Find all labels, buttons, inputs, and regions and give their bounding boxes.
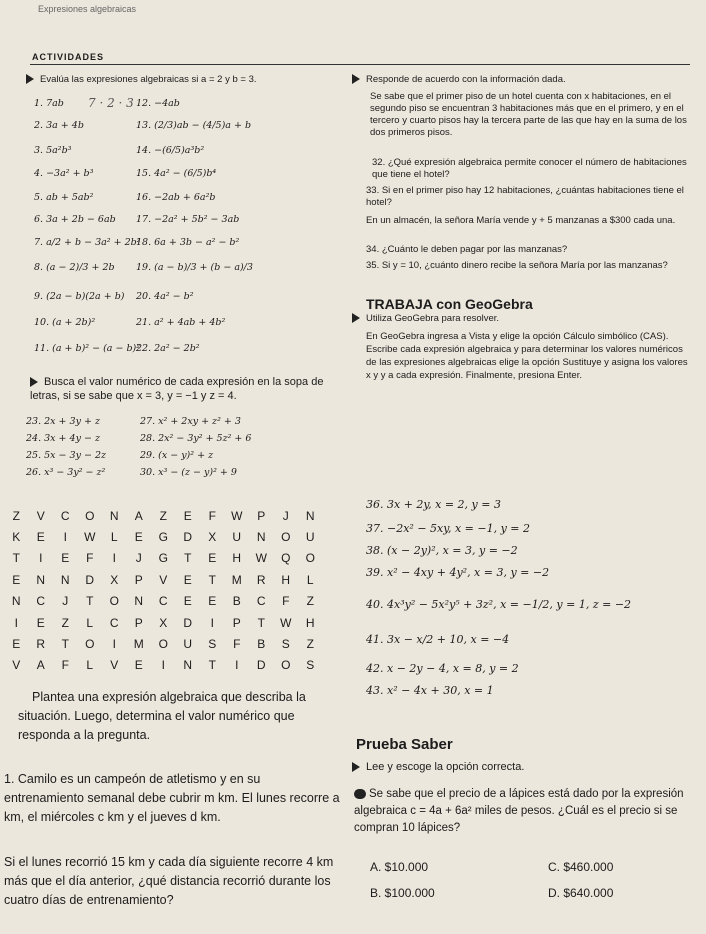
evaluate-instruction	[26, 74, 326, 86]
word-search-instruction-text: Busca el valor numérico de cada expresión en la sopa de letras, si se sabe que x = 3, y = −1 y z = 4.	[30, 376, 324, 402]
grid-letter: V	[159, 572, 168, 587]
grid-letter: P	[232, 615, 241, 630]
exercise-item: 6. 3a + 2b − 6ab	[34, 214, 116, 225]
grid-letter: N	[183, 658, 193, 673]
grid-letter: I	[63, 530, 67, 545]
grid-letter: G	[158, 530, 168, 545]
grid-row	[4, 505, 323, 526]
hotel-text: Se sabe que el primer piso de un hotel cuenta con x habitaciones, en el segundo piso se encuentran 3 habitaciones más que en el primero, y en el tercero y cuarto pisos hay la tercera parte de las que hay en la suma de los dos primeros pisos.	[370, 91, 687, 138]
grid-letter: Z	[159, 508, 167, 523]
grid-letter: U	[305, 530, 315, 545]
grid-letter: A	[134, 508, 143, 523]
grid-letter: O	[305, 551, 315, 566]
exercise-item: 30. x³ − (z − y)² + 9	[140, 467, 237, 478]
grid-letter: P	[134, 572, 143, 587]
section-label: ACTIVIDADES	[32, 52, 105, 62]
exercise-item: 29. (x − y)² + z	[140, 450, 214, 461]
prueba-saber-sub	[352, 760, 692, 774]
prueba-saber-title: Prueba Saber	[356, 736, 453, 753]
grid-letter: L	[110, 530, 118, 545]
exercise-item: 38. (x − 2y)², x = 3, y = −2	[366, 544, 518, 557]
grid-letter: B	[232, 594, 241, 609]
exercise-item: 15. 4a² − (6/5)b⁴	[136, 168, 217, 179]
bullet-arrow-icon	[352, 762, 360, 772]
grid-letter: W	[280, 615, 292, 630]
grid-letter: N	[134, 594, 144, 609]
problem-1-question: Si el lunes recorrió 15 km y cada día siguiente recorre 4 km más que el día anterior, ¿qué distancia recorrió durante los cuatro días de entrenamiento?	[4, 855, 334, 907]
grid-letter: O	[85, 637, 95, 652]
bullet-arrow-icon	[352, 74, 360, 84]
exercise-item: 7. a/2 + b − 3a² + 2b²	[34, 237, 141, 248]
bullet-arrow-icon	[352, 313, 360, 323]
option-b[interactable]: B. $100.000	[370, 886, 435, 900]
grid-letter: T	[208, 572, 216, 587]
grid-letter: Z	[12, 508, 20, 523]
grid-letter: L	[86, 658, 94, 673]
exercise-item: 18. 6a + 3b − a² − b²	[136, 237, 240, 248]
exercise-item: 37. −2x² − 5xy, x = −1, y = 2	[366, 522, 531, 535]
grid-letter: E	[134, 530, 143, 545]
grid-letter: E	[36, 615, 45, 630]
grid-letter: P	[134, 615, 143, 630]
grid-letter: D	[183, 530, 193, 545]
grid-letter: E	[183, 572, 192, 587]
exercise-item: 12. −4ab	[136, 98, 180, 109]
word-search-grid	[4, 505, 323, 676]
exercise-item: 2. 3a + 4b	[34, 120, 84, 131]
grid-letter: T	[208, 658, 216, 673]
exercise-item: 10. (a + 2b)²	[34, 317, 96, 328]
exercise-item: 36. 3x + 2y, x = 2, y = 3	[366, 498, 501, 511]
grid-letter: H	[305, 615, 315, 630]
grid-letter: N	[305, 508, 315, 523]
exercise-item: 16. −2ab + 6a²b	[136, 192, 216, 203]
exercise-item: 25. 5x − 3y − 2z	[26, 450, 106, 461]
grid-letter: N	[11, 594, 21, 609]
grid-letter: E	[183, 508, 192, 523]
grid-letter: E	[36, 530, 45, 545]
grid-letter: N	[36, 572, 46, 587]
section-divider	[30, 64, 690, 65]
respond-instruction-text: Responde de acuerdo con la información dada.	[366, 74, 566, 85]
grid-letter: V	[36, 508, 45, 523]
grid-letter: X	[110, 572, 119, 587]
option-d[interactable]: D. $640.000	[548, 886, 614, 900]
exercise-item: 23. 2x + 3y + z	[26, 416, 100, 427]
grid-letter: V	[12, 658, 21, 673]
grid-row	[4, 591, 323, 612]
grid-letter: S	[208, 637, 217, 652]
grid-row	[4, 612, 323, 633]
exercise-item: 8. (a − 2)/3 + 2b	[34, 262, 115, 273]
grid-letter: X	[159, 615, 168, 630]
exercise-item: 9. (2a − b)(2a + b)	[34, 291, 125, 302]
grid-letter: U	[183, 637, 193, 652]
grid-letter: J	[135, 551, 142, 566]
exercise-item: 4. −3a² + b³	[34, 168, 94, 179]
grid-letter: C	[158, 594, 168, 609]
grid-letter: O	[158, 637, 168, 652]
grid-letter: D	[85, 572, 95, 587]
grid-letter: F	[233, 637, 241, 652]
grid-letter: F	[61, 658, 69, 673]
grid-row	[4, 526, 323, 547]
word-search-instruction	[30, 375, 340, 403]
grid-letter: C	[60, 508, 70, 523]
grid-letter: W	[84, 530, 96, 545]
grid-letter: S	[306, 658, 315, 673]
grid-letter: P	[257, 508, 266, 523]
exercise-item: 27. x² + 2xy + z² + 3	[140, 416, 241, 427]
exercise-item: 1. 7ab	[34, 98, 64, 109]
bullet-arrow-icon	[26, 74, 34, 84]
store-text: En un almacén, la señora María vende y + 5 manzanas a $300 cada una.	[366, 215, 676, 226]
grid-letter: D	[183, 615, 193, 630]
grid-letter: E	[61, 551, 70, 566]
grid-letter: U	[232, 530, 242, 545]
respond-instruction	[352, 74, 692, 86]
grid-letter: H	[232, 551, 242, 566]
grid-letter: F	[208, 508, 216, 523]
prueba-question-text: Se sabe que el precio de a lápices está dado por la expresión algebraica c = 4a + 6a² miles de pesos. ¿Cuál es el precio si se compran 10 lápices?	[354, 788, 684, 834]
grid-letter: C	[36, 594, 46, 609]
grid-letter: F	[86, 551, 94, 566]
exercise-item: 11. (a + b)² − (a − b)²	[34, 343, 141, 354]
geogebra-text: En GeoGebra ingresa a Vista y elige la opción Cálculo simbólico (CAS). Escribe cada expresión algebraica y para determinar los valores numéricos de las expresiones algebraicas elige la opción Sustituye y asigna los valores x y y a cada expresión. Finalmente, presiona Enter.	[366, 331, 688, 381]
grid-letter: Z	[306, 637, 314, 652]
grid-letter: Z	[306, 594, 314, 609]
grid-letter: C	[109, 615, 119, 630]
grid-letter: M	[133, 637, 144, 652]
grid-letter: L	[86, 615, 94, 630]
grid-letter: O	[109, 594, 119, 609]
evaluate-instruction-text: Evalúa las expresiones algebraicas si a = 2 y b = 3.	[40, 74, 257, 85]
page-header-title: Expresiones algebraicas	[38, 4, 137, 14]
grid-letter: I	[210, 615, 214, 630]
exercise-item: 13. (2/3)ab − (4/5)a + b	[136, 120, 252, 131]
grid-letter: T	[184, 551, 192, 566]
grid-letter: I	[39, 551, 43, 566]
grid-letter: O	[281, 530, 291, 545]
grid-letter: E	[208, 551, 217, 566]
grid-letter: E	[134, 658, 143, 673]
grid-letter: I	[14, 615, 18, 630]
grid-letter: V	[110, 658, 119, 673]
grid-letter: E	[12, 572, 21, 587]
bullet-arrow-icon	[30, 377, 38, 387]
grid-letter: H	[281, 572, 291, 587]
exercise-item: 5. ab + 5ab²	[34, 192, 94, 203]
grid-letter: I	[161, 658, 165, 673]
grid-letter: T	[12, 551, 20, 566]
prueba-saber-sub-text: Lee y escoge la opción correcta.	[366, 761, 525, 773]
grid-letter: B	[257, 637, 266, 652]
question-32: 32. ¿Qué expresión algebraica permite conocer el número de habitaciones que tiene el hotel?	[372, 157, 687, 180]
grid-letter: E	[208, 594, 217, 609]
grid-letter: F	[282, 594, 290, 609]
prueba-question	[354, 786, 694, 837]
question-35: 35. Si y = 10, ¿cuánto dinero recibe la señora María por las manzanas?	[366, 260, 668, 271]
geogebra-title: TRABAJA con GeoGebra	[366, 296, 533, 312]
grid-letter: Q	[281, 551, 291, 566]
grid-letter: K	[12, 530, 21, 545]
grid-row	[4, 569, 323, 590]
grid-letter: O	[281, 658, 291, 673]
grid-letter: N	[256, 530, 266, 545]
grid-letter: J	[282, 508, 289, 523]
grid-letter: C	[256, 594, 266, 609]
exercise-item: 21. a² + 4ab + 4b²	[136, 317, 226, 328]
exercise-item: 24. 3x + 4y − z	[26, 433, 100, 444]
exercise-item: 42. x − 2y − 4, x = 8, y = 2	[366, 662, 519, 675]
grid-letter: S	[281, 637, 290, 652]
grid-letter: O	[85, 508, 95, 523]
grid-letter: W	[255, 551, 267, 566]
grid-letter: E	[12, 637, 21, 652]
exercise-item: 17. −2a² + 5b² − 3ab	[136, 214, 240, 225]
grid-letter: T	[61, 637, 69, 652]
exercise-item: 14. −(6/5)a³b²	[136, 145, 205, 156]
grid-row	[4, 548, 323, 569]
exercise-item: 41. 3x − x/2 + 10, x = −4	[366, 633, 510, 646]
option-a[interactable]: A. $10.000	[370, 860, 429, 874]
grid-letter: W	[231, 508, 243, 523]
question-marker-icon	[354, 789, 366, 799]
grid-row	[4, 655, 323, 676]
exercise-item: 39. x² − 4xy + 4y², x = 3, y = −2	[366, 566, 550, 579]
problem-intro-text: Plantea una expresión algebraica que describa la situación. Luego, determina el valor numérico que responda a la pregunta.	[18, 690, 306, 742]
grid-letter: X	[208, 530, 217, 545]
geogebra-sub-text: Utiliza GeoGebra para resolver.	[366, 313, 500, 324]
exercise-item: 22. 2a² − 2b²	[136, 343, 200, 354]
grid-letter: A	[36, 658, 45, 673]
exercise-item: 26. x³ − 3y² − z²	[26, 467, 106, 478]
problem-intro	[18, 688, 336, 745]
option-c[interactable]: C. $460.000	[548, 860, 614, 874]
grid-letter: Z	[61, 615, 69, 630]
grid-letter: J	[62, 594, 69, 609]
grid-letter: N	[60, 572, 70, 587]
exercise-item: 20. 4a² − b²	[136, 291, 194, 302]
grid-letter: R	[36, 637, 46, 652]
grid-letter: D	[256, 658, 266, 673]
problem-1: 1. Camilo es un campeón de atletismo y en su entrenamiento semanal debe cubrir m km. El lunes recorre a km, el miércoles c km y el jueves d km.	[4, 772, 340, 824]
exercise-item: 40. 4x³y² − 5x²y⁵ + 3z², x = −1/2, y = 1, z = −2	[366, 598, 632, 611]
geogebra-sub	[352, 313, 692, 325]
grid-letter: T	[86, 594, 94, 609]
grid-letter: T	[257, 615, 265, 630]
grid-letter: I	[112, 637, 116, 652]
handwritten-note: 7 · 2 · 3	[88, 96, 134, 110]
exercise-item: 43. x² − 4x + 30, x = 1	[366, 684, 494, 697]
grid-letter: L	[306, 572, 314, 587]
grid-letter: I	[112, 551, 116, 566]
question-34: 34. ¿Cuánto le deben pagar por las manzanas?	[366, 244, 568, 255]
exercise-item: 28. 2x² − 3y² + 5z² + 6	[140, 433, 252, 444]
grid-row	[4, 633, 323, 654]
grid-letter: I	[235, 658, 239, 673]
grid-letter: N	[109, 508, 119, 523]
grid-letter: R	[256, 572, 266, 587]
grid-letter: M	[231, 572, 242, 587]
grid-letter: G	[158, 551, 168, 566]
exercise-item: 3. 5a²b³	[34, 145, 72, 156]
exercise-item: 19. (a − b)/3 + (b − a)/3	[136, 262, 253, 273]
grid-letter: E	[183, 594, 192, 609]
question-33: 33. Si en el primer piso hay 12 habitaciones, ¿cuántas habitaciones tiene el hotel?	[366, 185, 684, 208]
